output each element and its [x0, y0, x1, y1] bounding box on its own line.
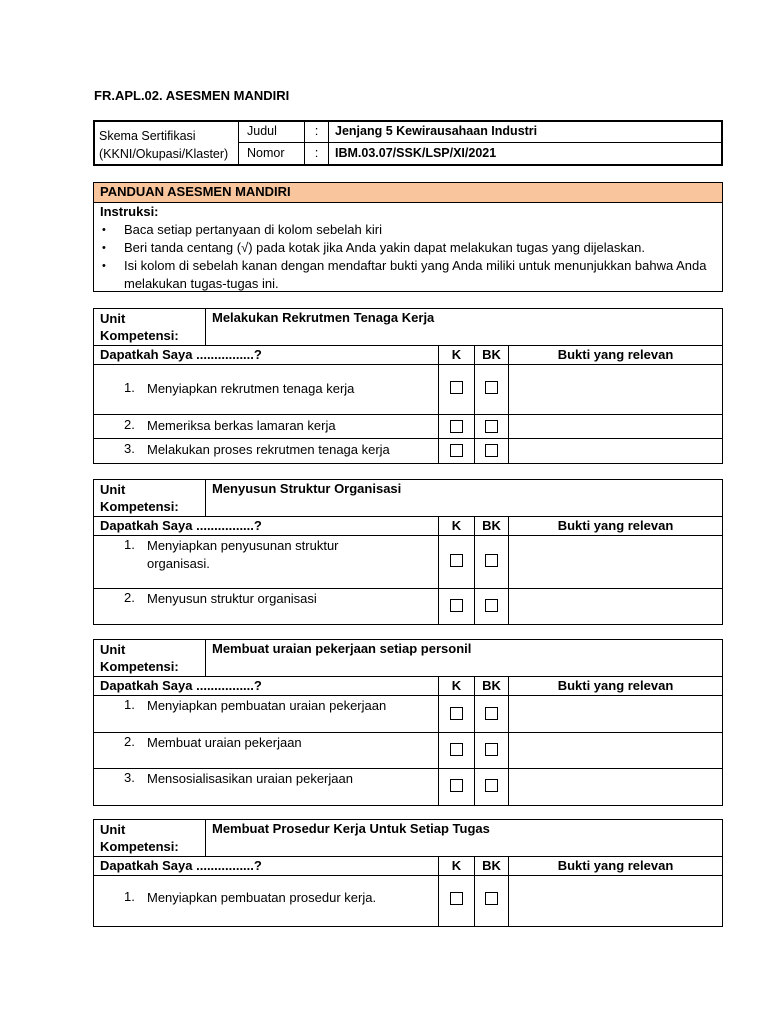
k-cell	[438, 876, 474, 926]
item-row	[94, 415, 722, 439]
k-checkbox[interactable]	[450, 381, 463, 394]
unit-header-row	[94, 309, 722, 346]
item-row	[94, 365, 722, 415]
k-cell	[438, 733, 474, 768]
k-cell	[438, 415, 474, 438]
item-number: 3.	[124, 770, 135, 785]
bukti-header: Bukti yang relevan	[508, 346, 722, 364]
k-checkbox[interactable]	[450, 599, 463, 612]
item-text: Menyiapkan penyusunan struktur organisasi.	[147, 538, 339, 571]
instruction-item: • Baca setiap pertanyaan di kolom sebelah kiri	[94, 221, 714, 239]
bk-cell	[474, 536, 508, 588]
item-text: Menyusun struktur organisasi	[147, 591, 317, 606]
unit-label: Unit Kompetensi:	[94, 480, 206, 516]
item-number: 2.	[124, 590, 135, 605]
unit-name: Membuat uraian pekerjaan setiap personil	[212, 641, 472, 656]
item-text: Mensosialisasikan uraian pekerjaan	[147, 771, 353, 786]
k-header: K	[438, 857, 474, 875]
item-number: 2.	[124, 734, 135, 749]
column-header-row	[94, 677, 722, 696]
k-checkbox[interactable]	[450, 892, 463, 905]
bukti-cell[interactable]	[508, 769, 722, 805]
item-number: 1.	[124, 537, 135, 552]
bk-cell	[474, 589, 508, 624]
bukti-header: Bukti yang relevan	[508, 517, 722, 535]
column-header-row	[94, 346, 722, 365]
bk-cell	[474, 769, 508, 805]
k-cell	[438, 439, 474, 463]
k-header: K	[438, 677, 474, 695]
item-text: Menyiapkan pembuatan prosedur kerja.	[147, 890, 377, 905]
form-title: FR.APL.02. ASESMEN MANDIRI	[94, 88, 290, 103]
column-header-row	[94, 517, 722, 536]
nomor-label: Nomor	[239, 143, 305, 164]
unit-name: Melakukan Rekrutmen Tenaga Kerja	[212, 310, 435, 325]
k-header: K	[438, 346, 474, 364]
k-checkbox[interactable]	[450, 707, 463, 720]
bukti-cell[interactable]	[508, 589, 722, 624]
k-cell	[438, 365, 474, 414]
nomor-colon: :	[305, 143, 329, 164]
bk-header: BK	[474, 857, 508, 875]
k-cell	[438, 769, 474, 805]
item-row	[94, 733, 722, 769]
item-number: 3.	[124, 441, 135, 456]
bukti-cell[interactable]	[508, 439, 722, 463]
bk-cell	[474, 365, 508, 414]
item-number: 1.	[124, 889, 135, 904]
instruction-item: • Beri tanda centang (√) pada kotak jika Anda yakin dapat melakukan tugas yang dijelaskan.	[94, 239, 714, 257]
panduan-header: PANDUAN ASESMEN MANDIRI	[94, 183, 722, 203]
item-row	[94, 536, 722, 589]
question-header: Dapatkah Saya ................?	[100, 347, 262, 362]
bukti-header: Bukti yang relevan	[508, 857, 722, 875]
unit-header-row	[94, 480, 722, 517]
bk-checkbox[interactable]	[485, 599, 498, 612]
bukti-header: Bukti yang relevan	[508, 677, 722, 695]
item-text: Memeriksa berkas lamaran kerja	[147, 418, 336, 433]
unit-table	[93, 308, 723, 464]
question-header: Dapatkah Saya ................?	[100, 858, 262, 873]
k-checkbox[interactable]	[450, 444, 463, 457]
bk-checkbox[interactable]	[485, 420, 498, 433]
instruksi-label: Instruksi:	[100, 204, 159, 219]
bk-header: BK	[474, 517, 508, 535]
unit-label: Unit Kompetensi:	[94, 309, 206, 345]
bk-checkbox[interactable]	[485, 381, 498, 394]
item-row	[94, 439, 722, 463]
bk-cell	[474, 733, 508, 768]
bukti-cell[interactable]	[508, 365, 722, 414]
judul-colon: :	[305, 122, 329, 143]
instruction-item: • Isi kolom di sebelah kanan dengan mendaftar bukti yang Anda miliki untuk menunjukkan bahwa Anda melakukan tugas-tugas ini.	[94, 257, 714, 293]
bukti-cell[interactable]	[508, 696, 722, 732]
bk-checkbox[interactable]	[485, 892, 498, 905]
skema-label: Skema Sertifikasi (KKNI/Okupasi/Klaster)	[95, 122, 239, 164]
judul-value: Jenjang 5 Kewirausahaan Industri	[329, 122, 721, 143]
bukti-cell[interactable]	[508, 415, 722, 438]
item-text: Menyiapkan pembuatan uraian pekerjaan	[147, 698, 387, 713]
item-number: 2.	[124, 417, 135, 432]
bk-header: BK	[474, 677, 508, 695]
unit-label: Unit Kompetensi:	[94, 820, 206, 856]
bk-checkbox[interactable]	[485, 444, 498, 457]
unit-header-row	[94, 820, 722, 857]
bk-checkbox[interactable]	[485, 743, 498, 756]
instruction-list	[94, 221, 714, 293]
bk-cell	[474, 415, 508, 438]
unit-table	[93, 819, 723, 927]
bukti-cell[interactable]	[508, 733, 722, 768]
panduan-section	[93, 182, 723, 292]
item-row	[94, 769, 722, 805]
k-checkbox[interactable]	[450, 743, 463, 756]
nomor-value: IBM.03.07/SSK/LSP/XI/2021	[335, 146, 497, 160]
item-text: Menyiapkan rekrutmen tenaga kerja	[147, 381, 355, 396]
k-checkbox[interactable]	[450, 420, 463, 433]
bk-header: BK	[474, 346, 508, 364]
question-header: Dapatkah Saya ................?	[100, 518, 262, 533]
bk-cell	[474, 439, 508, 463]
k-cell	[438, 589, 474, 624]
question-header: Dapatkah Saya ................?	[100, 678, 262, 693]
item-number: 1.	[124, 697, 135, 712]
bk-checkbox[interactable]	[485, 779, 498, 792]
unit-table	[93, 639, 723, 806]
bk-cell	[474, 696, 508, 732]
skema-table	[93, 120, 723, 166]
bukti-cell[interactable]	[508, 536, 722, 588]
k-cell	[438, 696, 474, 732]
bk-cell	[474, 876, 508, 926]
bukti-cell[interactable]	[508, 876, 722, 926]
unit-table	[93, 479, 723, 625]
item-text: Melakukan proses rekrutmen tenaga kerja	[147, 442, 390, 457]
judul-label: Judul	[239, 122, 305, 143]
bk-checkbox[interactable]	[485, 554, 498, 567]
k-checkbox[interactable]	[450, 779, 463, 792]
k-cell	[438, 536, 474, 588]
unit-name: Membuat Prosedur Kerja Untuk Setiap Tugas	[212, 821, 490, 836]
item-text: Membuat uraian pekerjaan	[147, 735, 302, 750]
k-header: K	[438, 517, 474, 535]
item-row	[94, 589, 722, 624]
unit-header-row	[94, 640, 722, 677]
item-number: 1.	[124, 380, 135, 395]
k-checkbox[interactable]	[450, 554, 463, 567]
item-row	[94, 876, 722, 926]
unit-name: Menyusun Struktur Organisasi	[212, 481, 402, 496]
bk-checkbox[interactable]	[485, 707, 498, 720]
item-row	[94, 696, 722, 733]
unit-label: Unit Kompetensi:	[94, 640, 206, 676]
column-header-row	[94, 857, 722, 876]
